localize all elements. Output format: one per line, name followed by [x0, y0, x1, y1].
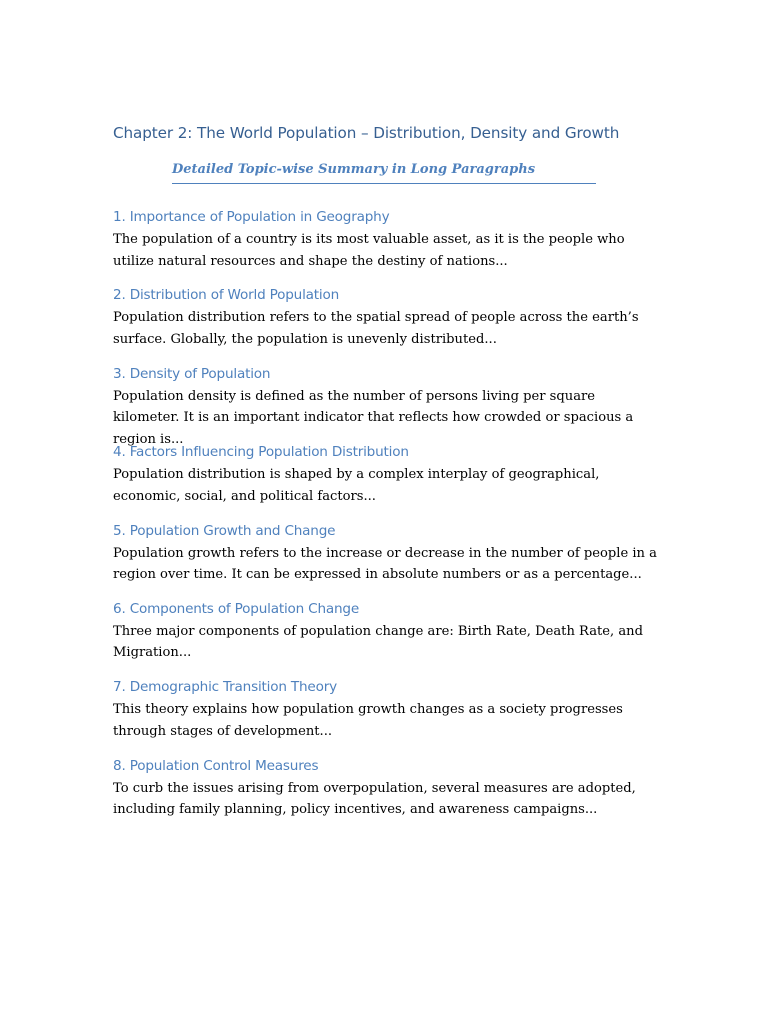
section-body: The population of a country is its most valuable asset, as it is the people who utilize natural resources and shape the destiny of nations...	[113, 232, 625, 269]
section-body: To curb the issues arising from overpopulation, several measures are adopted, including family planning, policy incentives, and awareness campaigns...	[113, 780, 636, 818]
section-heading: 8. Population Control Measures	[113, 757, 319, 774]
section-factors	[113, 442, 673, 520]
section-body: This theory explains how population growth changes as a society progresses through stages of development...	[113, 702, 623, 739]
section-growth	[113, 521, 673, 599]
section-body: Population density is defined as the number of persons living per square kilometer. It is an important indicator that reflects how crowded or spacious a region is...	[113, 388, 634, 447]
section-heading: 3. Density of Population	[113, 365, 271, 382]
section-distribution	[113, 285, 673, 363]
section-heading: 4. Factors Influencing Population Distribution	[113, 444, 409, 461]
section-heading: 5. Population Growth and Change	[113, 522, 336, 539]
section-list	[113, 207, 673, 834]
section-importance	[113, 207, 673, 285]
section-body: Population growth refers to the increase or decrease in the number of people in a region over time. It can be expressed in absolute numbers or as a percentage...	[113, 545, 657, 583]
section-components	[113, 599, 673, 677]
section-heading: 6. Components of Population Change	[113, 600, 360, 617]
section-control	[113, 756, 673, 834]
section-body: Three major components of population change are: Birth Rate, Death Rate, and Migration...	[113, 623, 643, 661]
section-transition	[113, 677, 673, 755]
section-heading: 7. Demographic Transition Theory	[113, 679, 337, 696]
section-heading: 2. Distribution of World Population	[113, 287, 340, 304]
section-body: Population distribution is shaped by a complex interplay of geographical, economic, social, and political factors...	[113, 467, 600, 504]
section-body: Population distribution refers to the spatial spread of people across the earth’s surface. Globally, the population is unevenly distributed...	[113, 310, 639, 347]
document-subtitle: Detailed Topic-wise Summary in Long Paragraphs	[172, 162, 596, 184]
chapter-title: Chapter 2: The World Population – Distribution, Density and Growth	[113, 124, 620, 142]
section-heading: 1. Importance of Population in Geography	[113, 209, 390, 225]
section-density	[113, 364, 673, 447]
